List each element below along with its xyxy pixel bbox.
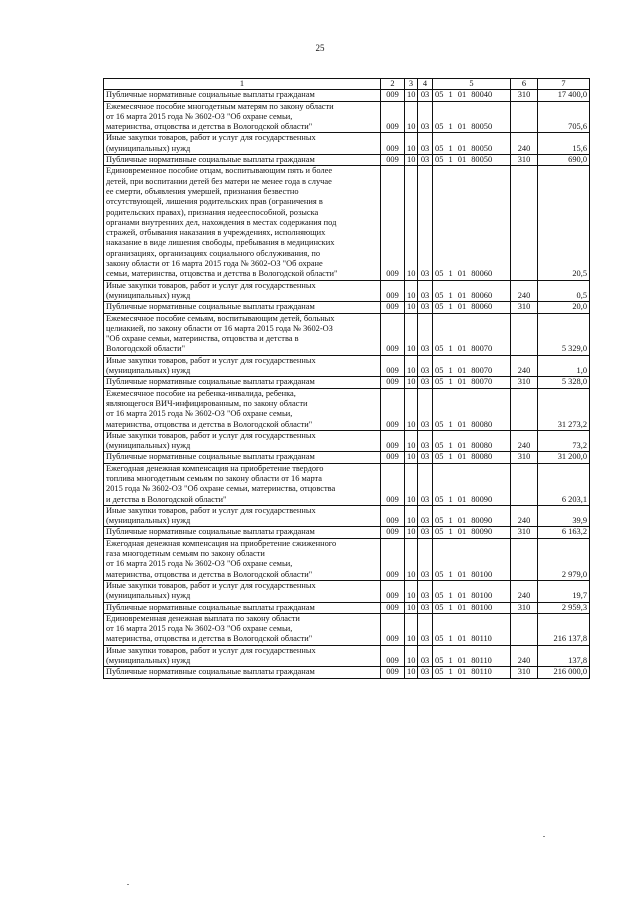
row-subsection-code: 03 — [418, 538, 433, 580]
row-amount: 705,6 — [538, 101, 590, 133]
row-target-code: 05 1 01 80060 — [433, 166, 511, 280]
row-subsection-code: 03 — [418, 452, 433, 463]
row-ministry-code: 009 — [381, 101, 405, 133]
row-expense-type — [511, 613, 538, 645]
row-amount: 5 329,0 — [538, 313, 590, 355]
row-section-code: 10 — [405, 538, 418, 580]
row-ministry-code: 009 — [381, 377, 405, 388]
row-expense-type — [511, 101, 538, 133]
row-subsection-code: 03 — [418, 613, 433, 645]
row-amount: 20,5 — [538, 166, 590, 280]
row-subsection-code: 03 — [418, 302, 433, 313]
table-row — [104, 155, 590, 166]
row-amount: 31 273,2 — [538, 388, 590, 430]
row-amount: 19,7 — [538, 580, 590, 602]
row-section-code: 10 — [405, 602, 418, 613]
row-expense-type: 310 — [511, 602, 538, 613]
row-ministry-code: 009 — [381, 166, 405, 280]
row-ministry-code: 009 — [381, 430, 405, 452]
row-subsection-code: 03 — [418, 133, 433, 155]
row-target-code: 05 1 01 80090 — [433, 527, 511, 538]
row-section-code: 10 — [405, 133, 418, 155]
budget-table — [103, 78, 590, 679]
row-expense-type — [511, 388, 538, 430]
row-section-code: 10 — [405, 90, 418, 101]
row-amount: 15,6 — [538, 133, 590, 155]
row-name-cell: Иные закупки товаров, работ и услуг для государственных (муниципальных) нужд — [104, 430, 381, 452]
scan-speck — [543, 836, 545, 837]
row-target-code: 05 1 01 80070 — [433, 377, 511, 388]
row-target-code: 05 1 01 80060 — [433, 280, 511, 302]
row-amount: 73,2 — [538, 430, 590, 452]
row-section-code: 10 — [405, 463, 418, 505]
row-name-cell: Ежемесячное пособие на ребенка-инвалида, ребенка, являющегося ВИЧ-инфицированным, по закону области от 16 марта 2015 года № 3602-ОЗ "Об охране семьи, материнства, отцовства и детства в Вологодской области" — [104, 388, 381, 430]
row-subsection-code: 03 — [418, 667, 433, 678]
row-name-cell: Публичные нормативные социальные выплаты гражданам — [104, 667, 381, 678]
row-amount: 137,8 — [538, 645, 590, 667]
row-name-cell: Иные закупки товаров, работ и услуг для государственных (муниципальных) нужд — [104, 280, 381, 302]
header-col-1: 1 — [104, 79, 381, 90]
row-expense-type — [511, 166, 538, 280]
row-name-cell: Единовременное пособие отцам, воспитывающим пять и более детей, при воспитании детей без матери не менее года в случае ее смерти, объявления умершей, признания безвестно отсутствующей, лишения родительских прав (ограничения в родительских правах), признания недееспособной, розыска органами внутренних дел, нахождения в местах содержания под стражей, отбывания наказания в учреждениях, исполняющих наказание в виде лишения свободы, пребывания в медицинских организациях, организациях социального обслуживания, по закону области от 16 марта 2015 года № 3602-ОЗ "Об охране семьи, материнства, отцовства и детства в Вологодской области" — [104, 166, 381, 280]
row-amount: 31 200,0 — [538, 452, 590, 463]
table-row — [104, 280, 590, 302]
row-target-code: 05 1 01 80100 — [433, 602, 511, 613]
row-expense-type: 240 — [511, 430, 538, 452]
row-section-code: 10 — [405, 645, 418, 667]
row-section-code: 10 — [405, 355, 418, 377]
row-name-cell: Ежемесячное пособие многодетным матерям по закону области от 16 марта 2015 года № 3602-ОЗ "Об охране семьи, материнства, отцовства и детства в Вологодской области" — [104, 101, 381, 133]
row-subsection-code: 03 — [418, 388, 433, 430]
row-section-code: 10 — [405, 313, 418, 355]
row-name-cell: Публичные нормативные социальные выплаты гражданам — [104, 527, 381, 538]
row-subsection-code: 03 — [418, 355, 433, 377]
page-number: 25 — [315, 43, 325, 53]
table-row — [104, 613, 590, 645]
table-row — [104, 505, 590, 527]
row-section-code: 10 — [405, 613, 418, 645]
row-section-code: 10 — [405, 527, 418, 538]
table-header-row — [104, 79, 590, 90]
table-row — [104, 90, 590, 101]
table-row — [104, 101, 590, 133]
row-ministry-code: 009 — [381, 580, 405, 602]
row-ministry-code: 009 — [381, 313, 405, 355]
row-name-cell: Ежегодная денежная компенсация на приобретение твердого топлива многодетным семьям по закону области от 16 марта 2015 года № 3602-ОЗ "Об охране семьи, материнства, отцовства и детства в Вологодской области" — [104, 463, 381, 505]
row-subsection-code: 03 — [418, 377, 433, 388]
row-amount: 216 000,0 — [538, 667, 590, 678]
row-name-cell: Иные закупки товаров, работ и услуг для государственных (муниципальных) нужд — [104, 645, 381, 667]
row-ministry-code: 009 — [381, 280, 405, 302]
row-ministry-code: 009 — [381, 452, 405, 463]
row-target-code: 05 1 01 80050 — [433, 155, 511, 166]
row-amount: 1,0 — [538, 355, 590, 377]
row-amount: 2 959,3 — [538, 602, 590, 613]
row-ministry-code: 009 — [381, 302, 405, 313]
table-row — [104, 538, 590, 580]
table-row — [104, 667, 590, 678]
row-target-code: 05 1 01 80080 — [433, 388, 511, 430]
table-row — [104, 452, 590, 463]
row-expense-type: 310 — [511, 90, 538, 101]
table-row — [104, 430, 590, 452]
row-name-cell: Иные закупки товаров, работ и услуг для государственных (муниципальных) нужд — [104, 355, 381, 377]
row-target-code: 05 1 01 80110 — [433, 667, 511, 678]
row-expense-type: 240 — [511, 280, 538, 302]
row-section-code: 10 — [405, 166, 418, 280]
row-subsection-code: 03 — [418, 602, 433, 613]
row-target-code: 05 1 01 80080 — [433, 452, 511, 463]
row-expense-type: 240 — [511, 505, 538, 527]
table-body — [104, 90, 590, 678]
row-expense-type: 240 — [511, 580, 538, 602]
row-target-code: 05 1 01 80090 — [433, 463, 511, 505]
row-subsection-code: 03 — [418, 527, 433, 538]
row-amount: 5 328,0 — [538, 377, 590, 388]
row-target-code: 05 1 01 80110 — [433, 645, 511, 667]
row-expense-type — [511, 463, 538, 505]
table-row — [104, 463, 590, 505]
row-amount: 17 400,0 — [538, 90, 590, 101]
row-expense-type: 240 — [511, 355, 538, 377]
row-target-code: 05 1 01 80050 — [433, 133, 511, 155]
row-name-cell: Публичные нормативные социальные выплаты гражданам — [104, 302, 381, 313]
row-name-cell: Публичные нормативные социальные выплаты гражданам — [104, 155, 381, 166]
row-section-code: 10 — [405, 580, 418, 602]
row-amount: 6 163,2 — [538, 527, 590, 538]
row-section-code: 10 — [405, 155, 418, 166]
row-target-code: 05 1 01 80100 — [433, 538, 511, 580]
row-target-code: 05 1 01 80100 — [433, 580, 511, 602]
row-expense-type: 310 — [511, 527, 538, 538]
row-section-code: 10 — [405, 101, 418, 133]
row-expense-type: 240 — [511, 133, 538, 155]
row-ministry-code: 009 — [381, 645, 405, 667]
row-ministry-code: 009 — [381, 355, 405, 377]
row-expense-type: 310 — [511, 377, 538, 388]
row-target-code: 05 1 01 80060 — [433, 302, 511, 313]
header-col-3: 3 — [405, 79, 418, 90]
row-amount: 0,5 — [538, 280, 590, 302]
table-row — [104, 166, 590, 280]
row-subsection-code: 03 — [418, 430, 433, 452]
row-subsection-code: 03 — [418, 280, 433, 302]
table-row — [104, 580, 590, 602]
row-target-code: 05 1 01 80090 — [433, 505, 511, 527]
row-target-code: 05 1 01 80040 — [433, 90, 511, 101]
table-row — [104, 377, 590, 388]
table-row — [104, 527, 590, 538]
row-target-code: 05 1 01 80110 — [433, 613, 511, 645]
row-amount: 216 137,8 — [538, 613, 590, 645]
table-row — [104, 302, 590, 313]
row-section-code: 10 — [405, 505, 418, 527]
table-row — [104, 388, 590, 430]
row-amount: 39,9 — [538, 505, 590, 527]
row-ministry-code: 009 — [381, 463, 405, 505]
row-target-code: 05 1 01 80070 — [433, 355, 511, 377]
header-col-6: 6 — [511, 79, 538, 90]
row-expense-type: 310 — [511, 302, 538, 313]
row-subsection-code: 03 — [418, 90, 433, 101]
header-col-7: 7 — [538, 79, 590, 90]
row-subsection-code: 03 — [418, 463, 433, 505]
row-expense-type — [511, 538, 538, 580]
table-row — [104, 355, 590, 377]
row-subsection-code: 03 — [418, 166, 433, 280]
header-col-4: 4 — [418, 79, 433, 90]
table-row — [104, 313, 590, 355]
row-ministry-code: 009 — [381, 155, 405, 166]
row-ministry-code: 009 — [381, 527, 405, 538]
row-subsection-code: 03 — [418, 101, 433, 133]
row-name-cell: Публичные нормативные социальные выплаты гражданам — [104, 602, 381, 613]
row-subsection-code: 03 — [418, 313, 433, 355]
row-amount: 6 203,1 — [538, 463, 590, 505]
row-name-cell: Публичные нормативные социальные выплаты гражданам — [104, 452, 381, 463]
row-name-cell: Публичные нормативные социальные выплаты гражданам — [104, 377, 381, 388]
row-ministry-code: 009 — [381, 388, 405, 430]
row-name-cell: Иные закупки товаров, работ и услуг для государственных (муниципальных) нужд — [104, 133, 381, 155]
table-row — [104, 645, 590, 667]
row-ministry-code: 009 — [381, 90, 405, 101]
row-target-code: 05 1 01 80080 — [433, 430, 511, 452]
row-target-code: 05 1 01 80070 — [433, 313, 511, 355]
row-name-cell: Публичные нормативные социальные выплаты гражданам — [104, 90, 381, 101]
scan-speck — [127, 884, 129, 885]
row-ministry-code: 009 — [381, 133, 405, 155]
header-col-5: 5 — [433, 79, 511, 90]
row-target-code: 05 1 01 80050 — [433, 101, 511, 133]
row-section-code: 10 — [405, 667, 418, 678]
header-col-2: 2 — [381, 79, 405, 90]
row-ministry-code: 009 — [381, 613, 405, 645]
row-expense-type: 310 — [511, 155, 538, 166]
row-name-cell: Иные закупки товаров, работ и услуг для государственных (муниципальных) нужд — [104, 580, 381, 602]
row-ministry-code: 009 — [381, 602, 405, 613]
row-subsection-code: 03 — [418, 155, 433, 166]
row-section-code: 10 — [405, 280, 418, 302]
row-expense-type: 310 — [511, 667, 538, 678]
row-amount: 690,0 — [538, 155, 590, 166]
row-section-code: 10 — [405, 302, 418, 313]
row-section-code: 10 — [405, 388, 418, 430]
row-section-code: 10 — [405, 452, 418, 463]
table-row — [104, 602, 590, 613]
row-section-code: 10 — [405, 430, 418, 452]
row-name-cell: Иные закупки товаров, работ и услуг для государственных (муниципальных) нужд — [104, 505, 381, 527]
row-ministry-code: 009 — [381, 505, 405, 527]
row-subsection-code: 03 — [418, 580, 433, 602]
row-ministry-code: 009 — [381, 667, 405, 678]
row-subsection-code: 03 — [418, 505, 433, 527]
row-amount: 2 979,0 — [538, 538, 590, 580]
table-row — [104, 133, 590, 155]
row-subsection-code: 03 — [418, 645, 433, 667]
row-amount: 20,0 — [538, 302, 590, 313]
row-ministry-code: 009 — [381, 538, 405, 580]
row-name-cell: Единовременная денежная выплата по закону области от 16 марта 2015 года № 3602-ОЗ "Об охране семьи, материнства, отцовства и детства в Вологодской области" — [104, 613, 381, 645]
row-name-cell: Ежемесячное пособие семьям, воспитывающим детей, больных целиакией, по закону области от 16 марта 2015 года № 3602-ОЗ "Об охране семьи, материнства, отцовства и детства в Вологодской области" — [104, 313, 381, 355]
row-expense-type — [511, 313, 538, 355]
row-name-cell: Ежегодная денежная компенсация на приобретение сжиженного газа многодетным семьям по закону области от 16 марта 2015 года № 3602-ОЗ "Об охране семьи, материнства, отцовства и детства в Вологодской области" — [104, 538, 381, 580]
row-expense-type: 240 — [511, 645, 538, 667]
row-section-code: 10 — [405, 377, 418, 388]
row-expense-type: 310 — [511, 452, 538, 463]
